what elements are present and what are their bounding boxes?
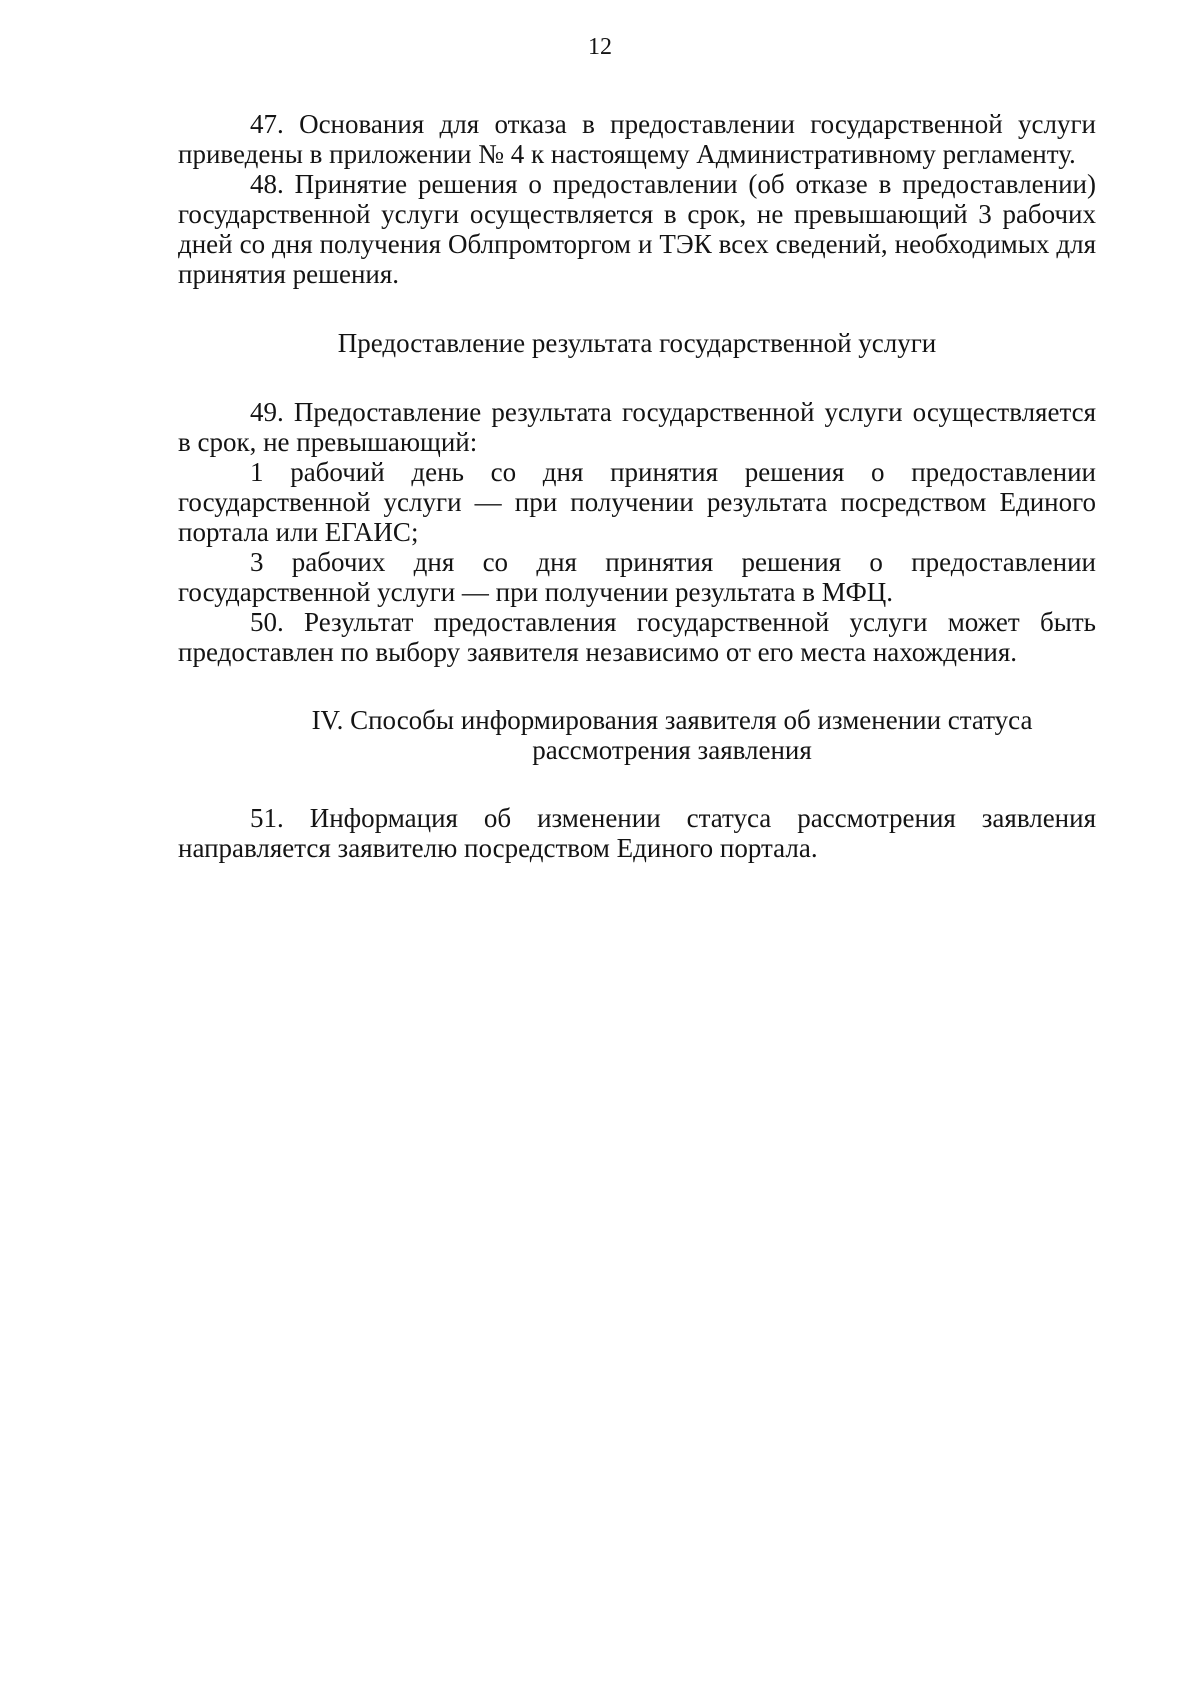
paragraph-51: 51. Информация об изменении статуса рассмотрения заявления направляется заявителю посредством Единого портала.: [178, 803, 1096, 863]
paragraph-48: 48. Принятие решения о предоставлении (об отказе в предоставлении) государственной услуги осуществляется в срок, не превышающий 3 рабочих дней со дня получения Облпромторгом и ТЭК всех сведений, необходимых для принятия решения.: [178, 169, 1096, 289]
section-heading-result: Предоставление результата государственной услуги: [337, 328, 937, 358]
section-heading-iv: [178, 705, 1096, 765]
paragraph-50: 50. Результат предоставления государственной услуги может быть предоставлен по выбору заявителя независимо от его места нахождения.: [178, 607, 1096, 667]
paragraph-49-item-1: 1 рабочий день со дня принятия решения о предоставлении государственной услуги — при получении результата посредством Единого портала или ЕГАИС;: [178, 457, 1096, 547]
document-body: [178, 109, 1096, 863]
paragraph-49-item-2: 3 рабочих дня со дня принятия решения о предоставлении государственной услуги — при получении результата в МФЦ.: [178, 547, 1096, 607]
page-number: 12: [588, 34, 612, 60]
paragraph-47: 47. Основания для отказа в предоставлении государственной услуги приведены в приложении № 4 к настоящему Административному регламенту.: [178, 109, 1096, 169]
section-heading-iv-line-1: IV. Способы информирования заявителя об изменении статуса: [311, 705, 1033, 735]
section-heading-iv-line-2: рассмотрения заявления: [532, 735, 812, 765]
paragraph-49: 49. Предоставление результата государственной услуги осуществляется в срок, не превышающий:: [178, 397, 1096, 457]
